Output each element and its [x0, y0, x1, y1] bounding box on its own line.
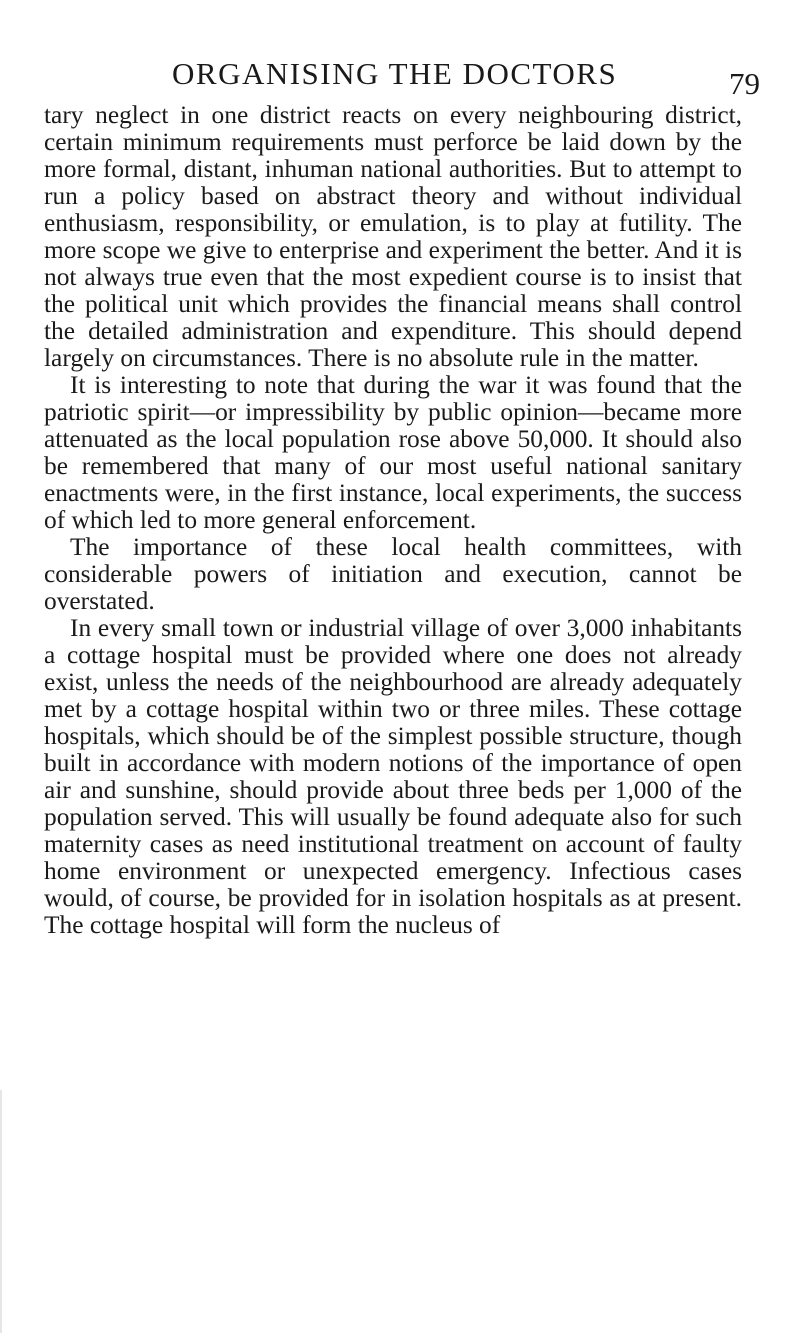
running-title: ORGANISING THE DOCTORS [172, 56, 618, 91]
page-number: 79 [729, 66, 760, 101]
body-text [44, 102, 742, 939]
running-head [44, 44, 760, 101]
paragraph-4: In every small town or industrial village of over 3,000 inhabitants a cottage hospital must be provided where one does not already exist, unless the needs of the neighbourhood are already adequately met by a cottage hospital within two or three miles. These cottage hospitals, which should be of the simplest possible structure, though built in accordance with modern notions of the importance of open air and sunshine, should provide about three beds per 1,000 of the population served. This will usually be found adequate also for such maternity cases as need institutional treatment on account of faulty home environment or unexpected emergency. Infectious cases would, of course, be provided for in isolation hospitals as at present. The cottage hospital will form the nucleus of [44, 614, 742, 939]
paragraph-3: The importance of these local health committees, with considerable powers of initiation and execution, cannot be overstated. [44, 533, 742, 615]
page-edge-shadow [0, 1090, 2, 1333]
paragraph-1: tary neglect in one district reacts on every neighbouring district, certain minimum requirements must perforce be laid down by the more formal, distant, inhuman national authorities. But to attempt to run a policy based on abstract theory and without individual enthusiasm, responsibility, or emulation, is to play at futility. The more scope we give to enterprise and experiment the better. And it is not always true even that the most expedient course is to insist that the political unit which provides the financial means shall control the detailed administration and expenditure. This should depend largely on circumstances. There is no absolute rule in the matter. [44, 101, 742, 372]
paragraph-2: It is interesting to note that during the war it was found that the patriotic spirit—or impressibility by public opinion—became more attenuated as the local population rose above 50,000. It should also be remembered that many of our most useful national sanitary enactments were, in the first instance, local experiments, the success of which led to more general enforcement. [44, 371, 742, 534]
